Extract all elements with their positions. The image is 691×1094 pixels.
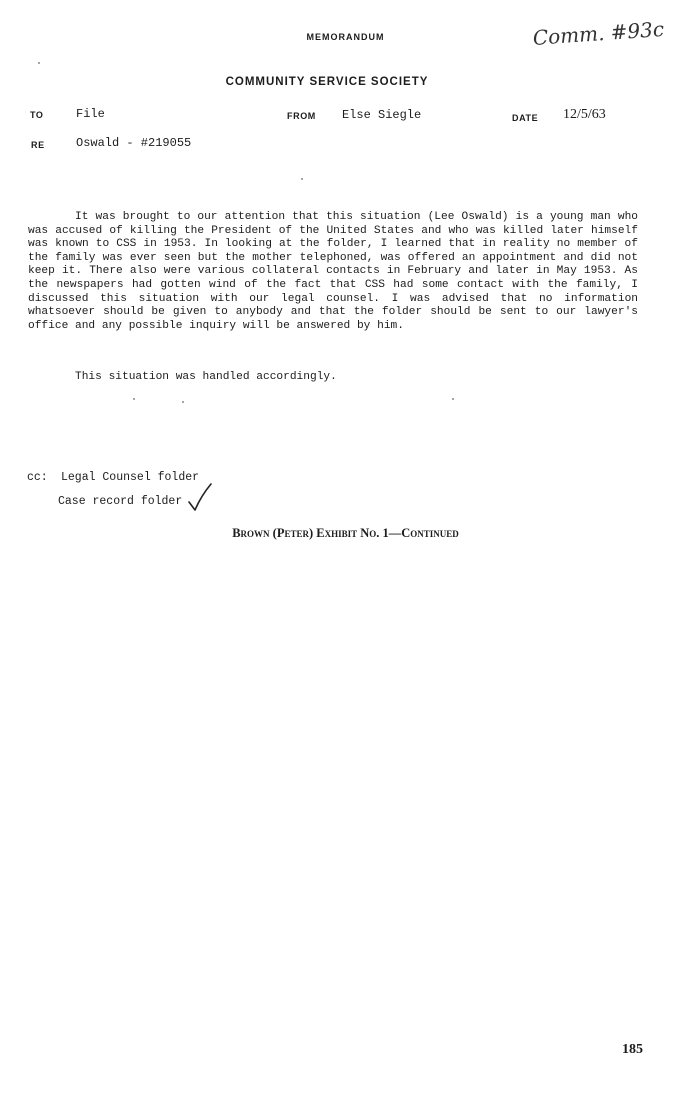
from-label: FROM bbox=[287, 111, 316, 121]
checkmark-icon bbox=[186, 482, 214, 514]
date-label: DATE bbox=[512, 113, 539, 123]
body-paragraph-2: This situation was handled accordingly. bbox=[75, 371, 337, 383]
body-paragraph-1: It was brought to our attention that this situation (Lee Oswald) is a young man who was accused of killing the President of the United States and who was killed later himself was known to CSS in 1953. In looking at the folder, I learned that in reality no member of the family was ever seen but the mother telephoned, was offered an appointment and did not keep it. There also were various collateral contacts in February and later in May 1953. As the newspapers had gotten wind of the fact that CSS had some contact with the family, I discussed this situation with our legal counsel. I was advised that no information whatsoever should be given to anybody and that the folder should be sent to our lawyer's office and any possible inquiry will be answered by him. bbox=[28, 211, 638, 332]
scan-speck bbox=[182, 401, 184, 403]
memo-title: MEMORANDUM bbox=[306, 32, 385, 42]
to-value: File bbox=[76, 107, 105, 121]
from-value: Else Siegle bbox=[342, 108, 422, 122]
organization-name: COMMUNITY SERVICE SOCIETY bbox=[225, 76, 429, 88]
page-number: 185 bbox=[622, 1042, 643, 1057]
re-value: Oswald - #219055 bbox=[76, 136, 192, 150]
cc-case-record-folder: Case record folder bbox=[58, 495, 183, 508]
scan-speck bbox=[301, 178, 303, 180]
scan-speck bbox=[133, 398, 135, 400]
cc-legal-counsel-folder: Legal Counsel folder bbox=[61, 471, 200, 484]
exhibit-caption: Brown (Peter) Exhibit No. 1—Continued bbox=[232, 526, 459, 540]
to-label: TO bbox=[30, 110, 44, 120]
date-value: 12/5/63 bbox=[563, 107, 606, 122]
scan-speck bbox=[38, 62, 40, 64]
re-label: RE bbox=[31, 140, 45, 150]
scan-speck bbox=[452, 398, 454, 400]
handwritten-commission-note: Comm. #93c bbox=[532, 16, 665, 50]
cc-label: cc: bbox=[27, 471, 48, 484]
